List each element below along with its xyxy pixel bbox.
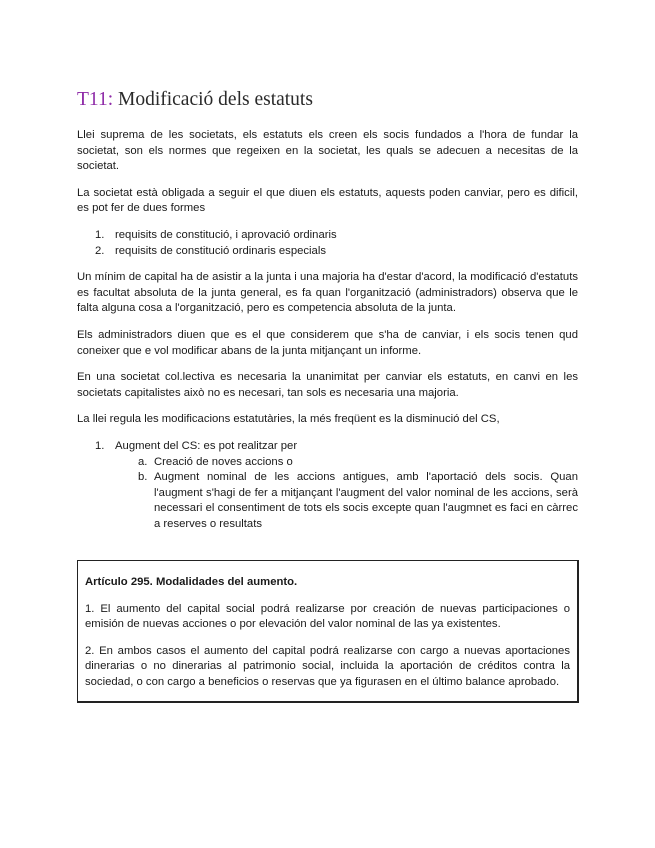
article-paragraph: 2. En ambos casos el aumento del capital podrá realizarse con cargo a nuevas aportaciones dinerarias o no dinerarias al patrimonio social, incluida la aportación de créditos contra la sociedad, o con cargo a beneficios o reservas que ya figurasen en el último balance aprobado. (85, 644, 570, 688)
sublist-text: Augment nominal de les accions antigues, amb l'aportació dels socis. Quan l'augment s'hagi de fer a mitjançant l'augment del valor nominal de les accions, serà necessari el consentiment de tots els socis excepte quan l'augmnet es faci en càrrec a reserves o resultats (154, 471, 578, 530)
sublist-letter: a. (138, 455, 148, 468)
list-item (95, 439, 578, 455)
document-body (77, 88, 578, 532)
paragraph: En una societat col.lectiva es necesaria la unanimitat per canviar els estatuts, en canvi en les societats capitalistes això no es necesari, tan sols es necesaria una majoria. (77, 371, 578, 399)
topic-title: Modificació dels estatuts (113, 89, 313, 110)
paragraph: Llei suprema de les societats, els estatuts els creen els socis fundados a l'hora de fundar la societat, son els normes que regeixen en la societat, les quals se adecuen a necesitas de la societat. (77, 129, 578, 173)
list-text: Augment del CS: es pot realitzar per (115, 439, 298, 452)
paragraph: La societat està obligada a seguir el que diuen els estatuts, aquests poden canviar, pero es dificil, es pot fer de dues formes (77, 186, 578, 215)
topic-number: T11: (77, 89, 114, 110)
list-number: 1. (95, 439, 105, 452)
article-title: Artículo 295. Modalidades del aumento. (85, 576, 298, 588)
list-item (95, 228, 578, 244)
sublist-text: Creació de noves accions o (154, 455, 293, 468)
sublist-item (138, 455, 578, 471)
article-paragraph: 1. El aumento del capital social podrá realizarse por creación de nuevas participaciones o emisión de nuevas acciones o por elevación del valor nominal de las ya existentes. (85, 602, 570, 631)
cs-sublist (77, 455, 578, 533)
sublist-item (138, 470, 578, 532)
paragraph: La llei regula les modificacions estatutàries, la més freqüent es la disminució del CS, (77, 413, 500, 426)
sublist-letter: b. (138, 471, 148, 484)
forms-list (77, 228, 578, 259)
cs-list (77, 439, 578, 455)
list-item (95, 244, 578, 260)
paragraph: Els administradors diuen que es el que considerem que s'ha de canviar, i els socis tenen qud coneixer que e vol modificar abans de la junta mitjançant un informe. (77, 328, 578, 357)
article-box (77, 560, 579, 703)
list-text: requisits de constitució ordinaris especials (115, 244, 326, 257)
page-title (77, 88, 578, 112)
list-number: 2. (95, 244, 105, 257)
paragraph: Un mínim de capital ha de asistir a la junta i una majoria ha d'estar d'acord, la modificació d'estatuts es facultat absoluta de la junta general, es fa quan l'organització (administradors) observa que le falta alguna cosa a l'organització, pero es competencia absoluta de la junta. (77, 271, 578, 315)
list-number: 1. (95, 228, 105, 241)
list-text: requisits de constitució, i aprovació ordinaris (115, 228, 337, 241)
